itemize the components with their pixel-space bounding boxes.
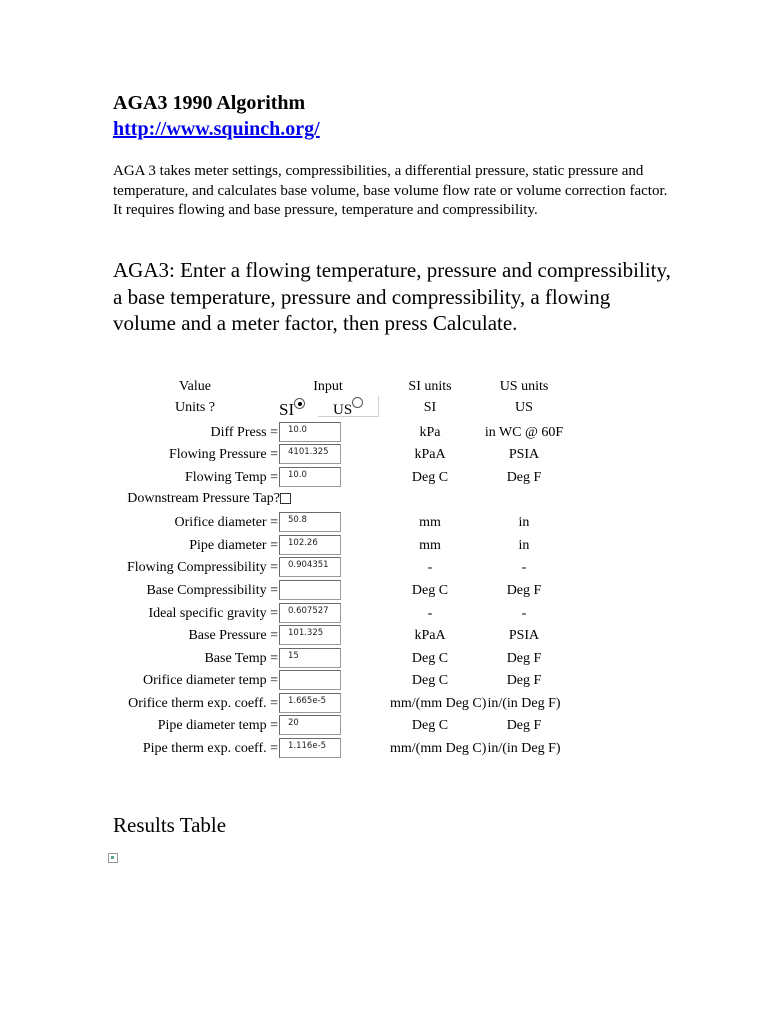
column-header-input: Input [313,379,343,394]
us-unit: PSIA [508,628,540,643]
value-input[interactable] [279,580,341,600]
row-label: Orifice diameter temp = [142,673,278,688]
si-radio-label: SI [279,400,295,419]
value-input[interactable]: 15 [279,648,341,668]
value-input[interactable]: 0.607527 [279,603,341,623]
column-header-value: Value [179,379,211,394]
units-si: SI [423,400,437,415]
row-label: Downstream Pressure Tap? [127,491,280,506]
si-radio-group[interactable] [279,400,305,420]
units-us: US [515,400,533,415]
results-heading: Results Table [113,813,227,837]
intro-paragraph: AGA 3 takes meter settings, compressibilities, a differential pressure, static pressure and temperature, and calculates base volume, base volume flow rate or volume correction factor. It requires flowing and base pressure, temperature and compressibility. [113,163,668,218]
si-unit: Deg C [411,651,449,666]
value-input[interactable]: 50.8 [279,512,341,532]
si-unit: - [427,606,433,621]
us-radio-label: US [333,402,353,418]
us-unit: in/(in Deg F) [487,696,561,711]
row-label: Flowing Pressure = [168,447,278,462]
row-label: Pipe diameter = [189,538,278,553]
us-unit: Deg F [506,583,542,598]
row-label: Base Compressibility = [146,583,278,598]
si-radio[interactable] [294,398,305,409]
us-unit: in WC @ 60F [484,425,564,440]
row-label: Base Pressure = [188,628,278,643]
site-link[interactable]: http://www.squinch.org/ [113,118,320,140]
us-unit: in [518,538,530,553]
si-unit: kPaA [414,628,446,643]
si-unit: mm [419,515,441,530]
value-input[interactable]: 102.26 [279,535,341,555]
row-label: Base Temp = [204,651,278,666]
column-header-si: SI units [408,379,452,394]
us-unit: PSIA [508,447,540,462]
us-unit: in [518,515,530,530]
value-input[interactable]: 20 [279,715,341,735]
value-input[interactable]: 101.325 [279,625,341,645]
row-label: Pipe diameter temp = [157,718,278,733]
row-label: Flowing Temp = [185,470,278,485]
si-unit: kPa [419,425,441,440]
us-unit: Deg F [506,470,542,485]
si-unit: Deg C [411,673,449,688]
si-unit: Deg C [411,718,449,733]
si-unit: Deg C [411,470,449,485]
downstream-tap-checkbox[interactable] [280,493,291,504]
value-input[interactable]: 10.0 [279,467,341,487]
si-unit: mm [419,538,441,553]
us-unit: Deg F [506,651,542,666]
value-input[interactable]: 0.904351 [279,557,341,577]
us-unit: Deg F [506,718,542,733]
column-header-us: US units [499,379,549,394]
value-input[interactable]: 4101.325 [279,444,341,464]
page-title: AGA3 1990 Algorithm [113,92,306,114]
us-unit: - [521,606,527,621]
us-radio-group[interactable] [333,402,363,419]
row-label: Orifice diameter = [174,515,278,530]
units-label: Units ? [174,400,216,415]
si-unit: mm/(mm Deg C) [390,741,487,756]
value-input[interactable]: 1.665e-5 [279,693,341,713]
us-unit: in/(in Deg F) [487,741,561,756]
row-label: Flowing Compressibility = [126,560,278,575]
row-label: Pipe therm exp. coeff. = [142,741,278,756]
value-input[interactable]: 10.0 [279,422,341,442]
row-label: Ideal specific gravity = [148,606,278,621]
si-unit: kPaA [414,447,446,462]
value-input[interactable]: 1.116e-5 [279,738,341,758]
broken-image-icon [108,853,118,863]
row-label: Diff Press = [210,425,278,440]
us-radio[interactable] [352,397,363,408]
us-unit: Deg F [506,673,542,688]
us-unit: - [521,560,527,575]
si-unit: - [427,560,433,575]
instructions-paragraph: AGA3: Enter a flowing temperature, pressure and compressibility, a base temperature, pressure and compressibility, a flowing volume and a meter factor, then press Calculate. [113,258,671,335]
si-unit: Deg C [411,583,449,598]
row-label: Orifice therm exp. coeff. = [128,696,278,711]
si-unit: mm/(mm Deg C) [390,696,487,711]
value-input[interactable] [279,670,341,690]
